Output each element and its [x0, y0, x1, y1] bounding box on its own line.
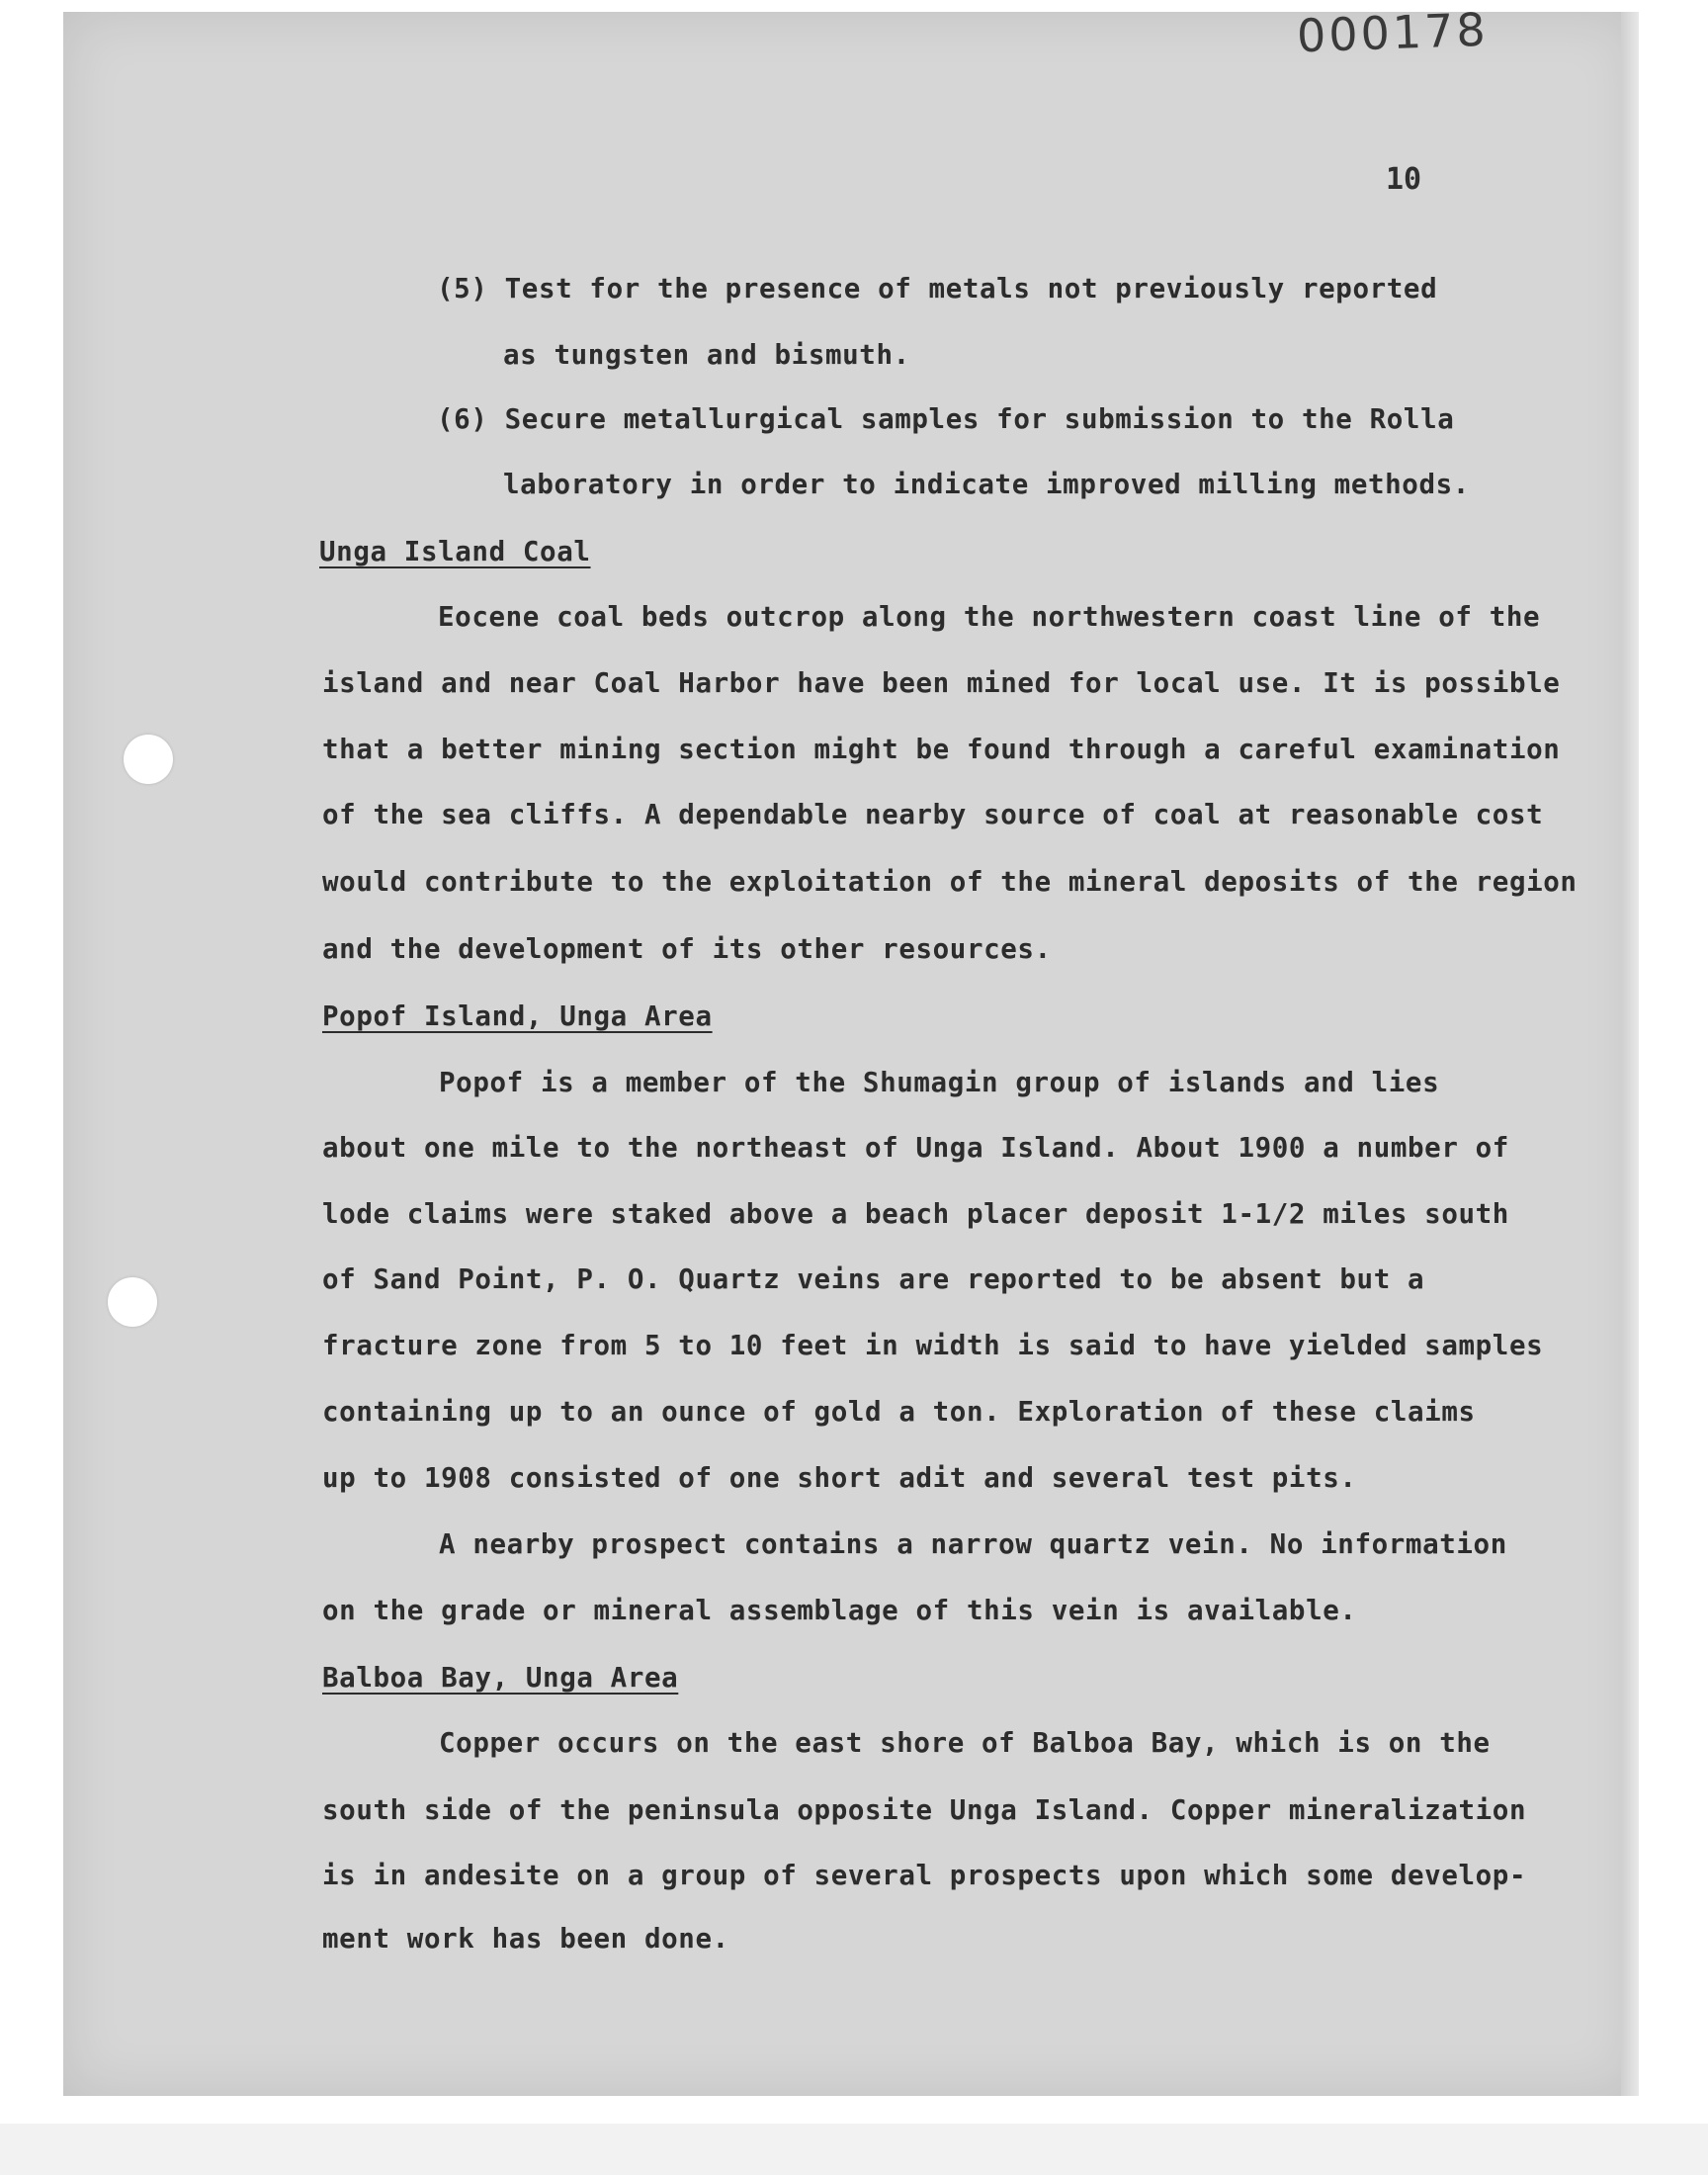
paragraph-line: on the grade or mineral assemblage of this vein is available. [322, 1595, 1357, 1626]
paragraph-line: is in andesite on a group of several prospects upon which some develop- [322, 1860, 1527, 1891]
page-edge-shadow [1621, 12, 1639, 2096]
paragraph-line: Eocene coal beds outcrop along the northwestern coast line of the [438, 601, 1541, 633]
paragraph-line: that a better mining section might be found through a careful examination [322, 734, 1561, 765]
list-item-5-line-1: (5) Test for the presence of metals not previously reported [437, 273, 1438, 304]
paragraph-line: fracture zone from 5 to 10 feet in width is said to have yielded samples [322, 1330, 1544, 1361]
paragraph-line: south side of the peninsula opposite Unga Island. Copper mineralization [322, 1794, 1527, 1826]
paragraph-line: Popof is a member of the Shumagin group of islands and lies [439, 1067, 1440, 1098]
paragraph-line: of Sand Point, P. O. Quartz veins are reported to be absent but a [322, 1263, 1425, 1295]
list-item-6-line-2: laboratory in order to indicate improved milling methods. [503, 469, 1470, 500]
paragraph-line: would contribute to the exploitation of the mineral deposits of the region [322, 866, 1578, 898]
paragraph-line: up to 1908 consisted of one short adit and several test pits. [322, 1462, 1357, 1494]
paragraph-line: island and near Coal Harbor have been mined for local use. It is possible [322, 667, 1561, 699]
punch-hole-lower [108, 1277, 157, 1327]
section-heading-unga-island-coal: Unga Island Coal [319, 536, 591, 567]
paragraph-line: ment work has been done. [322, 1923, 729, 1955]
list-item-6-line-1: (6) Secure metallurgical samples for submission to the Rolla [437, 403, 1455, 435]
paragraph-line: about one mile to the northeast of Unga Island. About 1900 a number of [322, 1132, 1509, 1164]
punch-hole-upper [124, 735, 173, 784]
section-heading-balboa-bay: Balboa Bay, Unga Area [322, 1662, 679, 1694]
paragraph-line: A nearby prospect contains a narrow quartz vein. No information [439, 1528, 1507, 1560]
paragraph-line: containing up to an ounce of gold a ton. Exploration of these claims [322, 1396, 1476, 1428]
paragraph-line: and the development of its other resources. [322, 933, 1052, 965]
page-number: 10 [1386, 162, 1422, 197]
archive-stamp-number: 000178 [1296, 2, 1490, 63]
section-heading-popof-island: Popof Island, Unga Area [322, 1000, 713, 1032]
paragraph-line: of the sea cliffs. A dependable nearby source of coal at reasonable cost [322, 799, 1544, 830]
paragraph-line: lode claims were staked above a beach placer deposit 1-1/2 miles south [322, 1198, 1509, 1230]
scan-bottom-margin [0, 2124, 1708, 2175]
paragraph-line: Copper occurs on the east shore of Balboa Bay, which is on the [439, 1727, 1491, 1759]
list-item-5-line-2: as tungsten and bismuth. [503, 339, 910, 371]
document-page [63, 12, 1639, 2096]
